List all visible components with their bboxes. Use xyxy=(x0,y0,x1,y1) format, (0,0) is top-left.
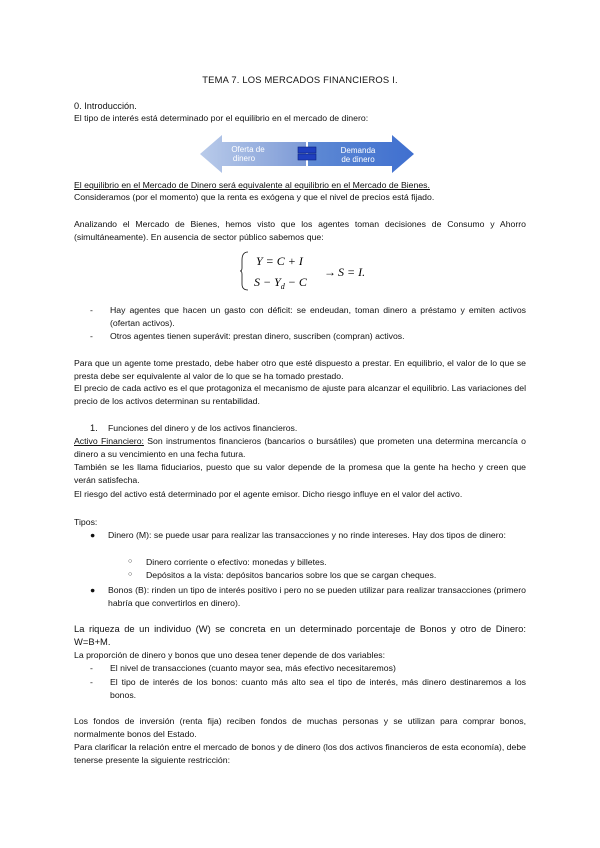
intro-line: El tipo de interés está determinado por el equilibrio en el mercado de dinero: xyxy=(74,113,369,123)
list-item-bonds: Bonos (B): rinden un tipo de interés positivo i pero no se pueden utilizar para realizar transacciones (primero habría que convertirlos en dinero). xyxy=(108,585,526,608)
section-1-heading: Funciones del dinero y de los activos financieros. xyxy=(108,423,298,433)
list-dash: - xyxy=(90,331,93,341)
list-item-money: Dinero (M): se puede usar para realizar las transacciones y no rinde intereses. Hay dos tipos de dinero: xyxy=(108,530,506,540)
section-1-number: 1. xyxy=(90,423,98,433)
sub-item-deposits: Depósitos a la vista: depósitos bancarios sobre los que se cargan cheques. xyxy=(146,570,437,580)
paragraph-financial-asset: Activo Financiero: Son instrumentos financieros (bancarios o bursátiles) que prometen una determina mercancía o dinero a su vencimiento en una fecha futura. xyxy=(74,436,526,459)
sub-bullet: ○ xyxy=(128,571,133,578)
paragraph-goods-market: Analizando el Mercado de Bienes, hemos visto que los agentes toman decisiones de Consumo y Ahorro (simultáneamente). En ausencia de sector público sabemos que: xyxy=(74,219,526,242)
types-label: Tipos: xyxy=(74,517,98,527)
financial-asset-label: Activo Financiero: xyxy=(74,436,144,446)
paragraph-asset-price: El precio de cada activo es el que protagoniza el mecanismo de ajuste para alcanzar el equilibrio. Las variaciones del precio de los activos determinan su rentabilidad. xyxy=(74,383,527,406)
paragraph-risk: El riesgo del activo está determinado por el agente emisor. Dicho riesgo influye en el valor del activo. xyxy=(74,489,463,499)
document-title: TEMA 7. LOS MERCADOS FINANCIEROS I. xyxy=(202,74,398,85)
sub-item-cash: Dinero corriente o efectivo: monedas y billetes. xyxy=(146,557,327,567)
implies-arrow: → xyxy=(324,265,336,279)
equilibrium-marker xyxy=(298,147,316,153)
formula-line-1: Y = C + I xyxy=(256,254,303,268)
bullet: ● xyxy=(90,530,96,540)
formula-result: S = I. xyxy=(338,265,366,279)
list-item-transactions: El nivel de transacciones (cuanto mayor sea, más efectivo necesitaremos) xyxy=(110,663,396,673)
list-item-surplus: Otros agentes tienen superávit: prestan dinero, suscriben (compran) activos. xyxy=(110,331,405,341)
supply-label-line1: Oferta de xyxy=(231,145,265,154)
savings-investment-formula xyxy=(240,248,390,294)
list-dash: - xyxy=(90,305,93,315)
list-item-deficit: Hay agentes que hacen un gasto con déficit: se endeudan, toman dinero a préstamo y emiten activos (ofertan activos). xyxy=(110,305,526,328)
paragraph-equilibrium: El equilibrio en el Mercado de Dinero será equivalente al equilibrio en el Mercado de Bienes. xyxy=(74,180,430,190)
paragraph-exogenous: Consideramos (por el momento) que la renta es exógena y que el nivel de precios está fijado. xyxy=(74,192,435,202)
demand-label-line2: de dinero xyxy=(341,155,375,164)
money-market-diagram xyxy=(200,133,414,175)
bullet: ● xyxy=(90,585,96,595)
paragraph-investment-funds: Los fondos de inversión (renta fija) reciben fondos de muchas personas y se utilizan para comprar bonos, normalmente bonos del Estado. xyxy=(74,716,526,739)
section-0-heading: 0. Introducción. xyxy=(74,101,137,111)
list-item-interest-rate: El tipo de interés de los bonos: cuanto más alto sea el tipo de interés, más dinero destinaremos a los bonos. xyxy=(110,677,526,700)
list-dash: - xyxy=(90,663,93,673)
demand-label-line1: Demanda xyxy=(340,146,376,155)
paragraph-borrowing: Para que un agente tome prestado, debe haber otro que esté dispuesto a prestar. En equilibrio, el valor de lo que se presta debe ser equivalente al valor de lo que se ha tomado prestado. xyxy=(74,358,526,381)
paragraph-wealth: La riqueza de un individuo (W) se concreta en un determinado porcentaje de Bonos y otro de Dinero: W=B+M. xyxy=(74,623,526,647)
paragraph-proportion: La proporción de dinero y bonos que uno desea tener depende de dos variables: xyxy=(74,650,386,660)
list-dash: - xyxy=(90,677,93,687)
paragraph-fiduciary: También se les llama fiduciarios, puesto que su valor depende de la promesa que la gente ha hecho y creen que verán satisfecha. xyxy=(74,462,526,485)
sub-bullet: ○ xyxy=(128,558,133,565)
supply-label-line2: dinero xyxy=(232,154,256,163)
formula-line-2: $S - Y_d - C$ xyxy=(254,275,307,291)
paragraph-restriction: Para clarificar la relación entre el mercado de bonos y de dinero (los dos activos financieros de esta economía), debe tenerse presente la siguiente restricción: xyxy=(74,742,526,765)
